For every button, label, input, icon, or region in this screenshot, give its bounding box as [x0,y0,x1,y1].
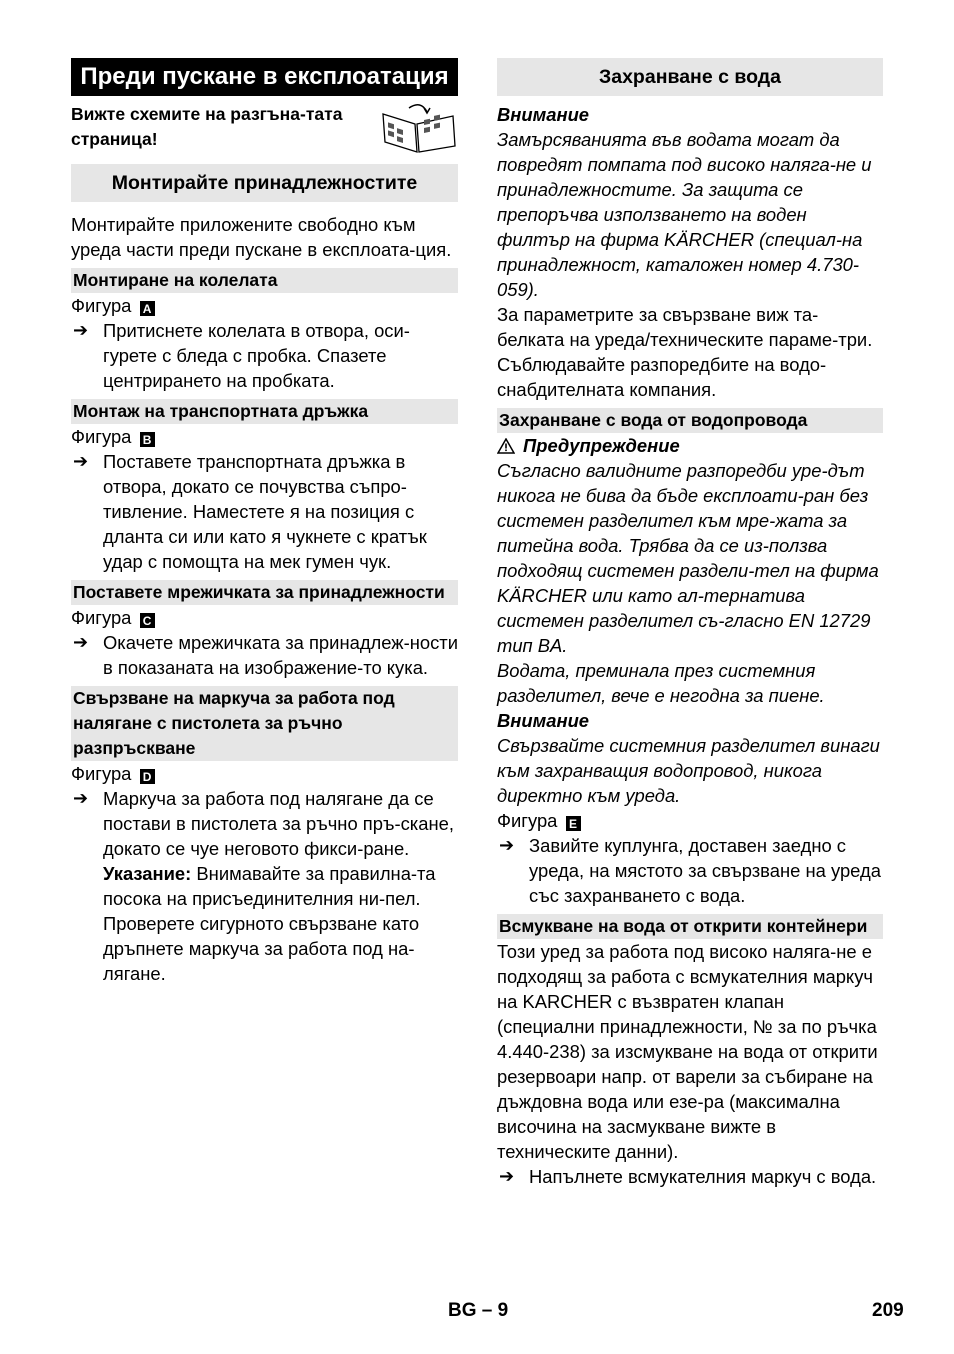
hose-note: Указание: Внимавайте за правилна-та посока на присъединителния ни-пел. [103,863,436,909]
arrow-right-icon: ➔ [499,1166,515,1186]
arrow-right-icon: ➔ [73,451,89,471]
hose-check: Проверете сигурното свързване като дръпнете маркуча за работа под на-лягане. [103,913,420,984]
hose-step: ➔ Маркуча за работа под налягане да се постави в пистолета за ръчно пръ-скане, докато се чуе неговото фикси-ране. [73,788,454,859]
warning-text: Съгласно валидните разпоредби уре-дът никога не бива да бъде експлоати-ран без системен разделител към мре-жата за питейна вода. Трябва да се из-ползва подходящ системен раздели-тел на фирма KÄRCHER или като ал-тернатива системен разделител съ-гласно EN 12729 тип BA. [497,460,879,656]
suction-text: Този уред за работа под високо наляга-не е подходящ за работа с всмукателния маркуч на KARCHER с възвратен клапан (специални принадлежности, № за по ръчка 4.440-238) за изсмукване на вода от открити резервоари напр. от варели за събиране на дъждовна вода или езе-ра (максимална височина на засмукване вижте в техническите данни). [497,941,878,1162]
left-column [71,58,458,986]
main-heading: Преди пускане в експлоатация [71,58,458,96]
right-column [497,58,883,1189]
figure-letter-e: E [566,816,581,831]
suction-step: ➔ Напълнете всмукателния маркуч с вода. [499,1166,877,1187]
mains-heading: Захранване с вода от водопровода [497,408,883,433]
wheels-figure: Фигура A [71,293,458,318]
figure-letter-c: C [140,613,155,628]
page-number: 209 [872,1300,904,1321]
figure-letter-a: A [140,301,155,316]
page-label: BG – 9 [448,1300,509,1321]
handle-figure: Фигура B [71,424,458,449]
hose-heading: Свързване на маркуча за работа под налягане с пистолета за ръчно разпръскване [71,686,458,761]
accessories-intro: Монтирайте приложените свободно към уреда части преди пускане в експлоата-ция. [71,214,452,260]
handle-step: ➔ Поставете транспортната дръжка в отвора, докато се почувства съпро-тивление. Наместете я на позиция с дланта си или като я чукнете с кратък удар с помощта на мек гумен чук. [73,451,427,572]
figure-letter-d: D [140,769,155,784]
net-figure: Фигура C [71,605,458,630]
open-book-icon [377,102,459,154]
net-heading: Поставете мрежичката за принадлежности [71,580,458,605]
arrow-right-icon: ➔ [499,835,515,855]
mains-step: ➔ Завийте куплунга, доставен заедно с уреда, на мястото за свързване на уреда със захранването с вода. [499,835,881,906]
see-schemes-text: Вижте схемите на разгъна-тата страница! [71,104,343,149]
figure-letter-b: B [140,432,155,447]
attention-label: Внимание [497,104,590,125]
params-text: За параметрите за свързване виж та-белката на уреда/техническите параме-три. [497,304,873,350]
mains-figure: Фигура E [497,808,883,833]
accessories-heading: Монтирайте принадлежностите [71,164,458,202]
wheels-step: ➔ Притиснете колелата в отвора, оси-гурете с бледа с пробка. Спазете центрирането на пробката. [73,320,410,391]
arrow-right-icon: ➔ [73,320,89,340]
wheels-heading: Монтиране на колелата [71,268,458,293]
mains-attention-text: Свързвайте системния разделител винаги към захранващия водопровод, никога директно към уреда. [497,735,880,806]
observe-text: Съблюдавайте разпоредбите на водо-снабдителната компания. [497,354,827,400]
arrow-right-icon: ➔ [73,632,89,652]
see-schemes-block [71,102,458,154]
warning-text-2: Водата, преминала през системния разделител, вече е негодна за пиене. [497,660,825,706]
warning-icon [497,438,515,454]
water-supply-heading: Захранване с вода [497,58,883,96]
warning-label-row: Предупреждение [497,433,883,458]
handle-heading: Монтаж на транспортната дръжка [71,399,458,424]
net-step: ➔ Окачете мрежичката за принадлеж-ности в показаната на изображение-то кука. [73,632,459,678]
arrow-right-icon: ➔ [73,788,89,808]
hose-figure: Фигура D [71,761,458,786]
mains-attention-label: Внимание [497,710,590,731]
suction-heading: Всмукване на вода от открити контейнери [497,914,883,939]
attention-text: Замърсяванията във водата могат да повредят помпата под високо наляга-не и принадлежностите. За защита се препоръчва използването на воден филтър на фирма KÄRCHER (специал-на принадлежност, каталожен номер 4.730-059). [497,129,872,300]
